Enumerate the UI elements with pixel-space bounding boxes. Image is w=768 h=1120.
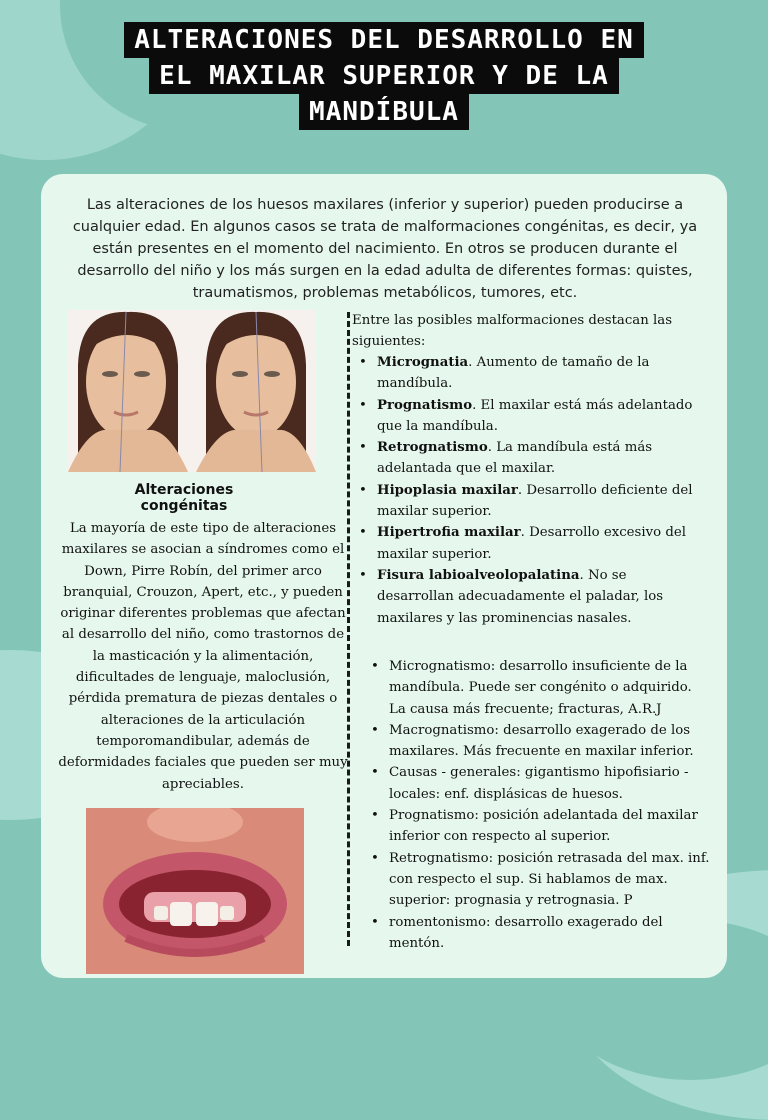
malformation-desc: . Desarrollo deficiente del maxilar superior. — [377, 482, 693, 520]
list-item — [359, 437, 707, 480]
bullet-icon: • — [359, 397, 367, 413]
malformation-desc: . Desarrollo excesivo del maxilar superior. — [377, 525, 686, 562]
mouth-closeup-image — [86, 808, 304, 974]
note-text: romentonismo: desarrollo exagerado del mentón. — [389, 914, 663, 951]
list-item — [359, 480, 707, 523]
list-item — [371, 762, 711, 805]
column-divider — [347, 312, 350, 946]
malformations-intro: Entre las posibles malformaciones destacan las siguientes: — [352, 313, 673, 350]
section-heading-congenital: Alteraciones congénitas — [134, 482, 234, 514]
malformation-term: Hipoplasia maxilar — [377, 482, 518, 498]
malformation-desc: . El maxilar está más adelantado que la mandíbula. — [377, 397, 693, 434]
note-text: Macrognatismo: desarrollo exagerado de los maxilares. Más frecuente en maxilar inferior. — [389, 722, 694, 760]
bullet-icon: • — [371, 850, 379, 866]
list-item — [359, 522, 707, 565]
malformations-list — [359, 352, 707, 629]
congenital-paragraph: La mayoría de este tipo de alteraciones maxilares se asocian a síndromes como el Down, Pirre Robín, del primer arco branquial, Crouzon, Apert, etc., y pueden originar diferentes problemas que afectan al desarrollo del niño, como trastornos de la masticación y la alimentación, dificultades de lenguaje, maloclusión, pérdida prematura de piezas dentales o alteraciones de la articulación temporomandibular, además de deformidades faciales que pueden ser muy apreciables. — [58, 521, 348, 792]
bullet-icon: • — [359, 440, 367, 456]
bullet-icon: • — [371, 659, 379, 674]
malformation-desc: . No se desarrollan adecuadamente el paladar, los maxilares y las prominencias nasales. — [377, 567, 664, 626]
malformation-term: Retrognatismo — [377, 440, 488, 456]
title-line-2: EL MAXILAR SUPERIOR Y DE LA — [149, 58, 619, 94]
list-item — [371, 805, 711, 848]
list-item — [359, 565, 707, 629]
bullet-icon: • — [359, 355, 367, 370]
note-text: Micrognatismo: desarrollo insuficiente de la mandíbula. Puede ser congénito o adquirido. La causa más frecuente; fracturas, A.R.J — [389, 659, 692, 717]
bullet-icon: • — [371, 765, 379, 781]
list-item — [371, 848, 711, 912]
faces-comparison-image — [68, 310, 316, 472]
bullet-icon: • — [359, 525, 367, 541]
title-line-3: MANDÍBULA — [299, 94, 469, 130]
note-text: Causas - generales: gigantismo hipofisiario - locales: enf. displásicas de huesos. — [389, 765, 689, 802]
page-title — [0, 22, 768, 130]
malformation-term: Hipertrofia maxilar — [377, 525, 521, 541]
bullet-icon: • — [371, 808, 379, 824]
malformation-term: Prognatismo — [377, 397, 473, 413]
list-item — [371, 656, 711, 720]
malformation-term: Fisura labioalveolopalatina — [377, 567, 580, 583]
bullet-icon: • — [359, 482, 367, 498]
intro-paragraph: Las alteraciones de los huesos maxilares (inferior y superior) pueden producirse a cualquier edad. En algunos casos se trata de malformaciones congénitas, es decir, ya están presentes en el momento del nacimiento. En otros se producen durante el desarrollo del niño y los más surgen en la edad adulta de diferentes formas: quistes, traumatismos, problemas metabólicos, tumores, etc. — [72, 197, 698, 301]
list-item — [359, 395, 707, 438]
note-text: Prognatismo: posición adelantada del maxilar inferior con respecto al superior. — [389, 808, 698, 845]
malformation-desc: . Aumento de tamaño de la mandíbula. — [377, 355, 650, 392]
bullet-icon: • — [359, 567, 367, 583]
title-line-1: ALTERACIONES DEL DESARROLLO EN — [124, 22, 644, 58]
notes-list — [371, 656, 711, 954]
list-item — [371, 720, 711, 763]
list-item — [371, 912, 711, 955]
bullet-icon: • — [371, 914, 379, 930]
malformation-desc: . La mandíbula está más adelantada que el maxilar. — [377, 440, 653, 477]
note-text: Retrognatismo: posición retrasada del max. inf. con respecto el sup. Si hablamos de max. superior: prognasia y retrognasia. P — [389, 850, 710, 909]
malformation-term: Micrognatia — [377, 355, 469, 370]
list-item — [359, 352, 707, 395]
bullet-icon: • — [371, 722, 379, 738]
